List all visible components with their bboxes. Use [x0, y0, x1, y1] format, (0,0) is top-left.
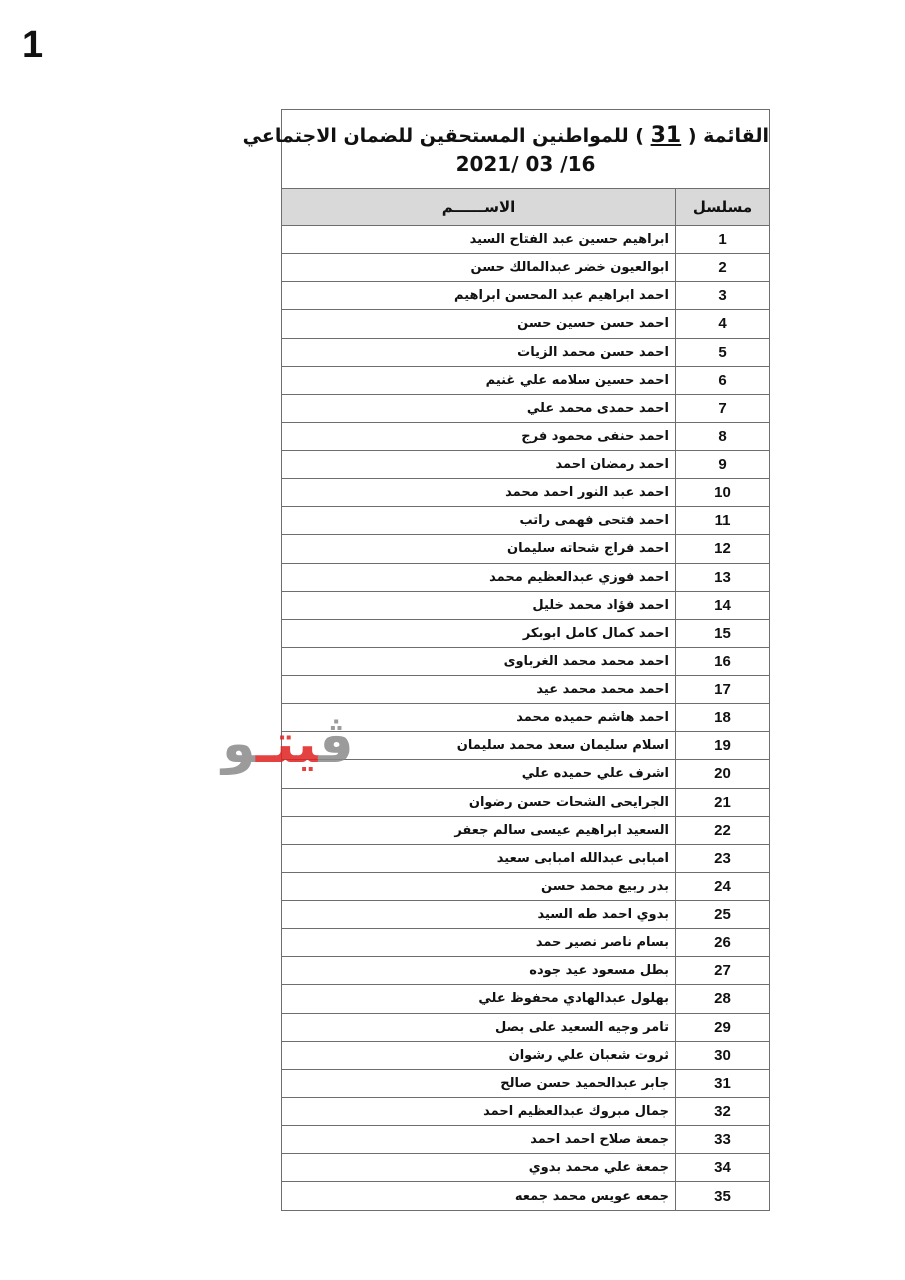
table-row — [282, 507, 769, 535]
watermark-part-b: يتـ — [255, 712, 319, 775]
row-name: جابر عبدالحميد حسن صالح — [500, 1075, 669, 1091]
row-serial: 17 — [675, 676, 769, 703]
row-name: احمد محمد محمد الغرباوى — [503, 653, 669, 669]
row-name: احمد هاشم حميده محمد — [516, 710, 669, 726]
row-name: احمد فؤاد محمد خليل — [532, 597, 669, 613]
row-name: اشرف علي حميده علي — [521, 766, 669, 782]
table-row — [282, 648, 769, 676]
beneficiaries-table — [242, 109, 770, 1211]
row-serial: 33 — [675, 1126, 769, 1153]
list-date: 2021/ 03 /16 — [455, 152, 596, 176]
table-row — [282, 339, 769, 367]
row-name: احمد حنفى محمود فرج — [521, 428, 669, 444]
row-name: احمد فوزي عبدالعظيم محمد — [489, 569, 669, 585]
table-row — [282, 395, 769, 423]
row-name: جمعة صلاح احمد احمد — [530, 1132, 669, 1148]
row-name: اسلام سليمان سعد محمد سليمان — [456, 738, 669, 754]
row-name: احمد رمضان احمد — [555, 457, 669, 473]
table-row — [282, 676, 769, 704]
row-name: ابوالعيون خضر عبدالمالك حسن — [470, 260, 669, 276]
table-row — [282, 873, 769, 901]
row-serial: 21 — [675, 789, 769, 816]
row-serial: 29 — [675, 1014, 769, 1041]
row-serial: 10 — [675, 479, 769, 506]
table-row — [282, 901, 769, 929]
row-name: الجرايحى الشحات حسن رضوان — [468, 794, 669, 810]
row-name: بدر ربيع محمد حسن — [541, 878, 669, 894]
row-name: امبابى عبدالله امبابى سعيد — [496, 850, 669, 866]
row-name: احمد عبد النور احمد محمد — [505, 485, 669, 501]
table-row — [282, 1182, 769, 1210]
row-serial: 22 — [675, 817, 769, 844]
row-serial: 35 — [675, 1182, 769, 1210]
row-name: احمد حمدى محمد علي — [526, 400, 669, 416]
row-serial: 18 — [675, 704, 769, 731]
row-serial: 26 — [675, 929, 769, 956]
table-row — [282, 845, 769, 873]
row-serial: 1 — [675, 226, 769, 253]
row-name: جمال مبروك عبدالعظيم احمد — [483, 1103, 669, 1119]
header-name: الاســــــم — [441, 198, 516, 216]
table-row — [282, 1014, 769, 1042]
row-name: تامر وجيه السعيد على بصل — [495, 1019, 669, 1035]
table-row — [282, 1070, 769, 1098]
table-row — [282, 226, 769, 254]
row-name: بهلول عبدالهادي محفوظ علي — [478, 991, 669, 1007]
list-title-line — [242, 122, 769, 150]
table-row — [282, 423, 769, 451]
row-name: احمد فتحى فهمى راتب — [519, 513, 669, 529]
table-row — [282, 760, 769, 788]
row-serial: 19 — [675, 732, 769, 759]
table-row — [282, 620, 769, 648]
row-serial: 5 — [675, 339, 769, 366]
table-row — [282, 254, 769, 282]
row-serial: 15 — [675, 620, 769, 647]
table-row — [282, 310, 769, 338]
row-name: السعيد ابراهيم عيسى سالم جعفر — [454, 822, 669, 838]
row-serial: 3 — [675, 282, 769, 309]
row-name: ثروت شعبان علي رشوان — [508, 1047, 669, 1063]
row-name: احمد ابراهيم عبد المحسن ابراهيم — [454, 288, 669, 304]
table-body — [282, 226, 769, 1210]
row-serial: 25 — [675, 901, 769, 928]
title-suffix: ) للمواطنين المستحقين للضمان الاجتماعي — [242, 125, 644, 147]
list-title — [242, 110, 769, 189]
row-serial: 24 — [675, 873, 769, 900]
row-serial: 4 — [675, 310, 769, 337]
row-name: بسام ناصر نصير حمد — [535, 935, 669, 951]
row-serial: 9 — [675, 451, 769, 478]
table-row — [282, 479, 769, 507]
row-serial: 27 — [675, 957, 769, 984]
table-row — [282, 789, 769, 817]
table-header — [282, 189, 769, 226]
row-serial: 11 — [675, 507, 769, 534]
table-row — [282, 451, 769, 479]
row-serial: 34 — [675, 1154, 769, 1181]
table-row — [282, 592, 769, 620]
table-row — [282, 535, 769, 563]
row-serial: 8 — [675, 423, 769, 450]
table-row — [282, 985, 769, 1013]
row-serial: 7 — [675, 395, 769, 422]
table-row — [282, 564, 769, 592]
row-name: بدوي احمد طه السيد — [537, 907, 669, 923]
row-name: جمعه عويس محمد جمعه — [514, 1188, 669, 1204]
row-serial: 14 — [675, 592, 769, 619]
watermark-part-a: ڤ — [318, 712, 354, 775]
table-row — [282, 1154, 769, 1182]
row-serial: 13 — [675, 564, 769, 591]
table-row — [282, 957, 769, 985]
table-row — [282, 282, 769, 310]
row-name: احمد محمد محمد عيد — [536, 682, 669, 698]
table-row — [282, 732, 769, 760]
list-number: 31 — [650, 123, 682, 148]
row-name: احمد حسين سلامه علي غنيم — [485, 372, 669, 388]
row-serial: 20 — [675, 760, 769, 787]
row-name: احمد فراج شحاته سليمان — [507, 541, 669, 557]
row-serial: 30 — [675, 1042, 769, 1069]
row-serial: 31 — [675, 1070, 769, 1097]
table-row — [282, 704, 769, 732]
title-prefix: القائمة ( — [687, 125, 769, 147]
page-number: 1 — [22, 24, 44, 66]
table-row — [282, 367, 769, 395]
row-serial: 32 — [675, 1098, 769, 1125]
table-row — [282, 929, 769, 957]
row-serial: 28 — [675, 985, 769, 1012]
table-row — [282, 1126, 769, 1154]
row-serial: 23 — [675, 845, 769, 872]
row-name: احمد حسن حسين حسن — [517, 316, 669, 332]
row-name: جمعة علي محمد بدوي — [528, 1160, 669, 1176]
row-serial: 2 — [675, 254, 769, 281]
watermark-part-c: و — [222, 712, 256, 775]
row-serial: 16 — [675, 648, 769, 675]
table-row — [282, 1098, 769, 1126]
table-row — [282, 1042, 769, 1070]
header-serial: مسلسل — [675, 189, 769, 225]
row-name: احمد حسن محمد الزيات — [517, 344, 669, 360]
watermark-logo — [222, 712, 354, 775]
row-serial: 6 — [675, 367, 769, 394]
table-row — [282, 817, 769, 845]
row-name: احمد كمال كامل ابوبكر — [522, 625, 669, 641]
row-name: بطل مسعود عيد جوده — [529, 963, 669, 979]
row-name: ابراهيم حسين عبد الفتاح السيد — [469, 232, 669, 248]
row-serial: 12 — [675, 535, 769, 562]
